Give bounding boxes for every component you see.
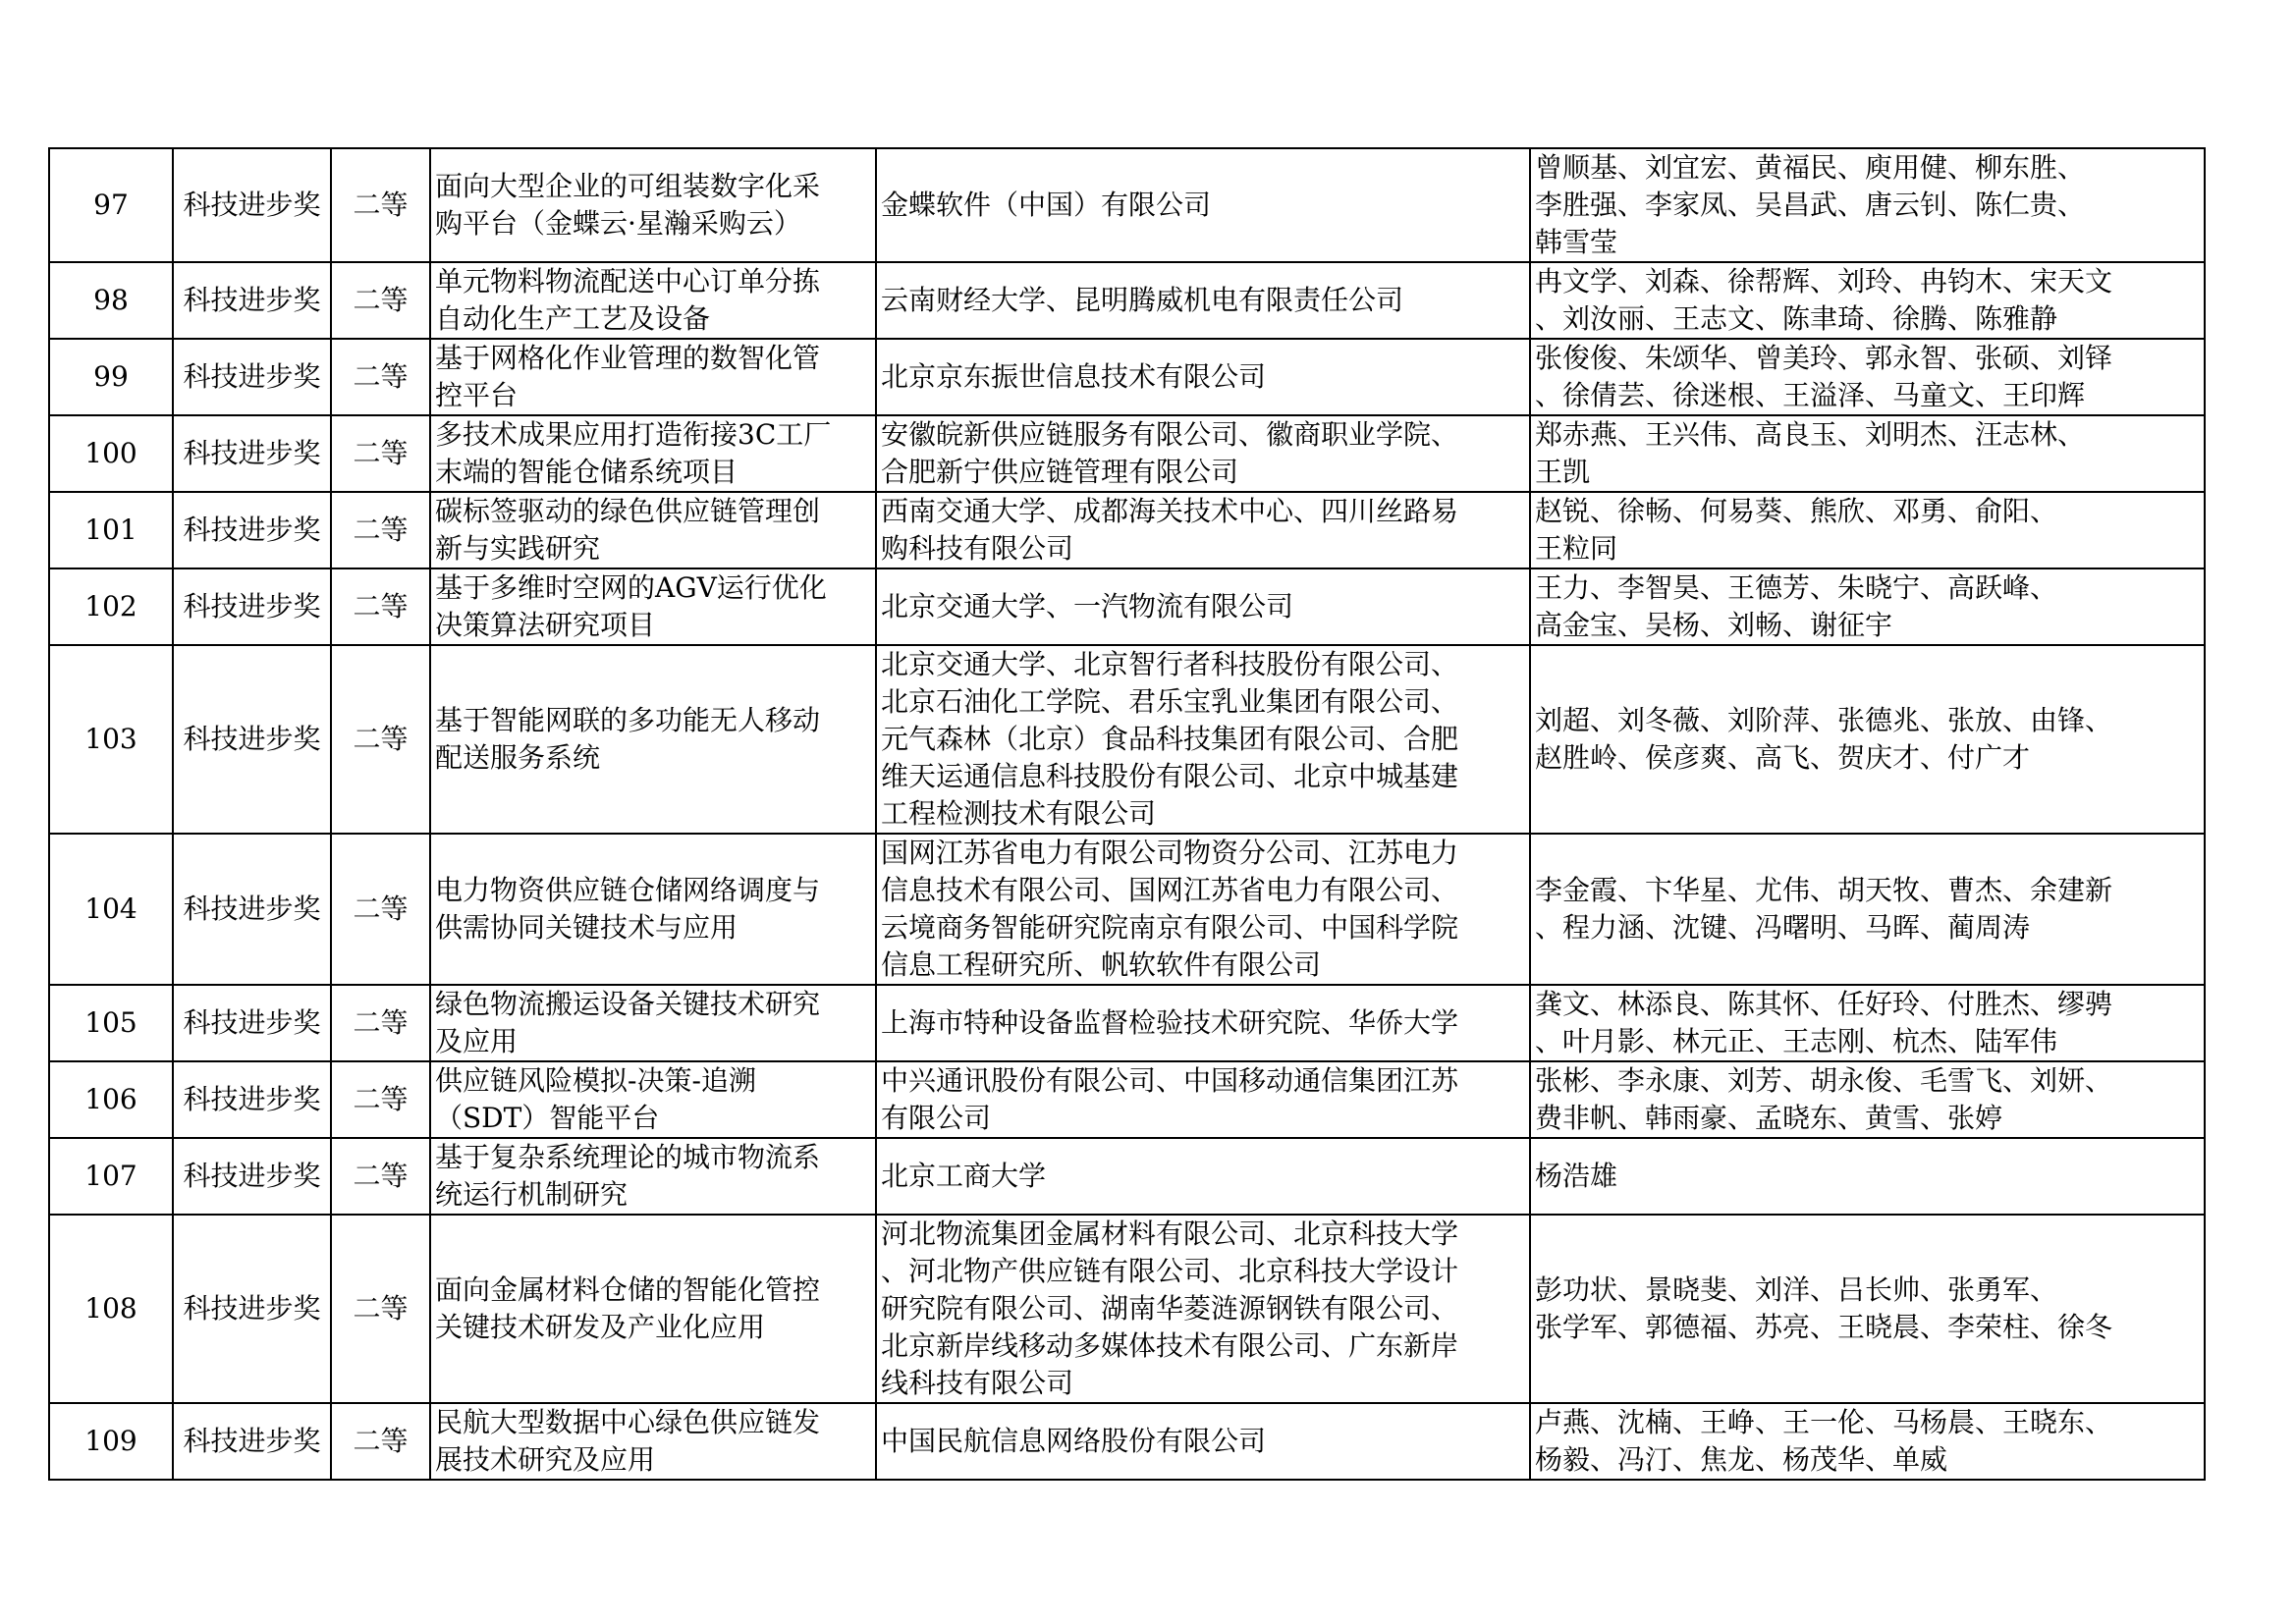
people-line: 冉文学、刘森、徐帮辉、刘玲、冉钧木、宋天文 bbox=[1535, 265, 2113, 298]
completing-people-cell bbox=[1530, 339, 2205, 415]
people-line: 张俊俊、朱颂华、曾美玲、郭永智、张硕、刘铎 bbox=[1535, 342, 2113, 374]
people-line: 赵锐、徐畅、何易葵、熊欣、邓勇、俞阳、 bbox=[1535, 495, 2058, 527]
completing-people-cell bbox=[1530, 492, 2205, 568]
completing-units-cell bbox=[876, 1138, 1530, 1215]
award-level-cell: 二等 bbox=[331, 148, 430, 262]
people-line: 郑赤燕、王兴伟、高良玉、刘明杰、汪志林、 bbox=[1535, 418, 2086, 451]
awards-table-body bbox=[49, 148, 2205, 1480]
award-type-cell: 科技进步奖 bbox=[173, 262, 331, 339]
table-row bbox=[49, 339, 2205, 415]
award-level-cell: 二等 bbox=[331, 1138, 430, 1215]
completing-units-cell bbox=[876, 148, 1530, 262]
unit-line: 北京交通大学、北京智行者科技股份有限公司、 bbox=[881, 648, 1459, 680]
row-number-cell: 97 bbox=[49, 148, 173, 262]
unit-line: 国网江苏省电力有限公司物资分公司、江苏电力 bbox=[881, 837, 1459, 869]
row-number-cell: 103 bbox=[49, 645, 173, 834]
project-line: 末端的智能仓储系统项目 bbox=[435, 456, 738, 488]
project-line: 新与实践研究 bbox=[435, 532, 601, 565]
people-line: 杨浩雄 bbox=[1535, 1160, 1618, 1192]
completing-units-cell bbox=[876, 834, 1530, 985]
people-line: 张学军、郭德福、苏亮、王晓晨、李荣柱、徐冬 bbox=[1535, 1311, 2113, 1343]
unit-line: 信息工程研究所、帆软软件有限公司 bbox=[881, 948, 1322, 981]
people-line: 王力、李智昊、王德芳、朱晓宁、高跃峰、 bbox=[1535, 571, 2058, 604]
table-row bbox=[49, 834, 2205, 985]
project-line: 供应链风险模拟-决策-追溯 bbox=[435, 1064, 756, 1097]
completing-units-cell bbox=[876, 1215, 1530, 1403]
project-line: 及应用 bbox=[435, 1025, 519, 1057]
completing-people-cell bbox=[1530, 834, 2205, 985]
table-row bbox=[49, 568, 2205, 645]
people-line: 王凯 bbox=[1535, 456, 1591, 488]
project-line: 基于复杂系统理论的城市物流系 bbox=[435, 1141, 821, 1173]
people-line: 高金宝、吴杨、刘畅、谢征宇 bbox=[1535, 609, 1893, 641]
project-name-cell bbox=[430, 1215, 876, 1403]
people-line: 曾顺基、刘宜宏、黄福民、庾用健、柳东胜、 bbox=[1535, 151, 2086, 184]
row-number-cell: 100 bbox=[49, 415, 173, 492]
completing-people-cell bbox=[1530, 1061, 2205, 1138]
project-name-cell bbox=[430, 1061, 876, 1138]
project-name-cell bbox=[430, 568, 876, 645]
project-name-cell bbox=[430, 262, 876, 339]
unit-line: 元气森林（北京）食品科技集团有限公司、合肥 bbox=[881, 723, 1459, 755]
project-line: 面向大型企业的可组装数字化采 bbox=[435, 170, 821, 202]
row-number-cell: 106 bbox=[49, 1061, 173, 1138]
unit-line: 中兴通讯股份有限公司、中国移动通信集团江苏 bbox=[881, 1064, 1459, 1097]
project-name-cell bbox=[430, 1138, 876, 1215]
project-line: 供需协同关键技术与应用 bbox=[435, 911, 738, 944]
award-level-cell: 二等 bbox=[331, 262, 430, 339]
row-number-cell: 104 bbox=[49, 834, 173, 985]
project-line: 关键技术研发及产业化应用 bbox=[435, 1311, 766, 1343]
people-line: 张彬、李永康、刘芳、胡永俊、毛雪飞、刘妍、 bbox=[1535, 1064, 2113, 1097]
people-line: 、程力涵、沈键、冯曙明、马晖、蔺周涛 bbox=[1535, 911, 2031, 944]
project-line: 统运行机制研究 bbox=[435, 1178, 629, 1211]
unit-line: 研究院有限公司、湖南华菱涟源钢铁有限公司、 bbox=[881, 1292, 1459, 1325]
award-type-cell: 科技进步奖 bbox=[173, 985, 331, 1061]
completing-people-cell bbox=[1530, 1215, 2205, 1403]
unit-line: 西南交通大学、成都海关技术中心、四川丝路易 bbox=[881, 495, 1459, 527]
project-line: 民航大型数据中心绿色供应链发 bbox=[435, 1406, 821, 1438]
award-level-cell: 二等 bbox=[331, 1061, 430, 1138]
project-line: 控平台 bbox=[435, 379, 519, 411]
completing-units-cell bbox=[876, 1403, 1530, 1480]
completing-units-cell bbox=[876, 1061, 1530, 1138]
completing-units-cell bbox=[876, 645, 1530, 834]
unit-line: 维天运通信息科技股份有限公司、北京中城基建 bbox=[881, 760, 1459, 792]
unit-line: 上海市特种设备监督检验技术研究院、华侨大学 bbox=[881, 1006, 1459, 1039]
people-line: 、徐倩芸、徐迷根、王溢泽、马童文、王印辉 bbox=[1535, 379, 2086, 411]
completing-units-cell bbox=[876, 492, 1530, 568]
completing-people-cell bbox=[1530, 262, 2205, 339]
award-type-cell: 科技进步奖 bbox=[173, 645, 331, 834]
project-name-cell bbox=[430, 1403, 876, 1480]
award-type-cell: 科技进步奖 bbox=[173, 834, 331, 985]
people-line: 卢燕、沈楠、王峥、王一伦、马杨晨、王晓东、 bbox=[1535, 1406, 2113, 1438]
project-line: （SDT）智能平台 bbox=[435, 1102, 660, 1134]
row-number-cell: 101 bbox=[49, 492, 173, 568]
award-level-cell: 二等 bbox=[331, 339, 430, 415]
project-line: 基于网格化作业管理的数智化管 bbox=[435, 342, 821, 374]
unit-line: 云南财经大学、昆明腾威机电有限责任公司 bbox=[881, 284, 1404, 316]
unit-line: 有限公司 bbox=[881, 1102, 992, 1134]
people-line: 龚文、林添良、陈其怀、任好玲、付胜杰、缪骋 bbox=[1535, 988, 2113, 1020]
completing-units-cell bbox=[876, 568, 1530, 645]
unit-line: 北京工商大学 bbox=[881, 1160, 1047, 1192]
award-type-cell: 科技进步奖 bbox=[173, 568, 331, 645]
unit-line: 北京交通大学、一汽物流有限公司 bbox=[881, 590, 1294, 622]
project-line: 多技术成果应用打造衔接3C工厂 bbox=[435, 418, 832, 451]
completing-people-cell bbox=[1530, 645, 2205, 834]
completing-units-cell bbox=[876, 415, 1530, 492]
unit-line: 北京新岸线移动多媒体技术有限公司、广东新岸 bbox=[881, 1329, 1459, 1362]
award-type-cell: 科技进步奖 bbox=[173, 1061, 331, 1138]
project-line: 单元物料物流配送中心订单分拣 bbox=[435, 265, 821, 298]
people-line: 李胜强、李家凤、吴昌武、唐云钊、陈仁贵、 bbox=[1535, 189, 2086, 221]
award-level-cell: 二等 bbox=[331, 1215, 430, 1403]
people-line: 、叶月影、林元正、王志刚、杭杰、陆军伟 bbox=[1535, 1025, 2058, 1057]
project-line: 面向金属材料仓储的智能化管控 bbox=[435, 1273, 821, 1306]
project-line: 碳标签驱动的绿色供应链管理创 bbox=[435, 495, 821, 527]
table-row bbox=[49, 148, 2205, 262]
unit-line: 购科技有限公司 bbox=[881, 532, 1074, 565]
project-name-cell bbox=[430, 415, 876, 492]
project-line: 基于智能网联的多功能无人移动 bbox=[435, 704, 821, 736]
completing-people-cell bbox=[1530, 985, 2205, 1061]
project-name-cell bbox=[430, 645, 876, 834]
completing-units-cell bbox=[876, 985, 1530, 1061]
unit-line: 工程检测技术有限公司 bbox=[881, 797, 1157, 830]
table-row bbox=[49, 492, 2205, 568]
unit-line: 信息技术有限公司、国网江苏省电力有限公司、 bbox=[881, 874, 1459, 906]
row-number-cell: 98 bbox=[49, 262, 173, 339]
table-row bbox=[49, 1215, 2205, 1403]
award-type-cell: 科技进步奖 bbox=[173, 1403, 331, 1480]
award-type-cell: 科技进步奖 bbox=[173, 339, 331, 415]
award-level-cell: 二等 bbox=[331, 985, 430, 1061]
award-level-cell: 二等 bbox=[331, 834, 430, 985]
award-type-cell: 科技进步奖 bbox=[173, 1138, 331, 1215]
table-row bbox=[49, 645, 2205, 834]
row-number-cell: 107 bbox=[49, 1138, 173, 1215]
award-level-cell: 二等 bbox=[331, 568, 430, 645]
row-number-cell: 108 bbox=[49, 1215, 173, 1403]
unit-line: 河北物流集团金属材料有限公司、北京科技大学 bbox=[881, 1217, 1459, 1250]
table-row bbox=[49, 1403, 2205, 1480]
people-line: 赵胜岭、侯彦爽、高飞、贺庆才、付广才 bbox=[1535, 741, 2031, 774]
project-name-cell bbox=[430, 492, 876, 568]
award-level-cell: 二等 bbox=[331, 415, 430, 492]
people-line: 王粒同 bbox=[1535, 532, 1618, 565]
table-row bbox=[49, 985, 2205, 1061]
unit-line: 、河北物产供应链有限公司、北京科技大学设计 bbox=[881, 1255, 1459, 1287]
table-row bbox=[49, 1061, 2205, 1138]
unit-line: 云境商务智能研究院南京有限公司、中国科学院 bbox=[881, 911, 1459, 944]
row-number-cell: 109 bbox=[49, 1403, 173, 1480]
unit-line: 金蝶软件（中国）有限公司 bbox=[881, 189, 1212, 221]
table-row bbox=[49, 1138, 2205, 1215]
award-type-cell: 科技进步奖 bbox=[173, 492, 331, 568]
unit-line: 北京石油化工学院、君乐宝乳业集团有限公司、 bbox=[881, 685, 1459, 718]
project-name-cell bbox=[430, 985, 876, 1061]
project-name-cell bbox=[430, 339, 876, 415]
table-row bbox=[49, 415, 2205, 492]
project-line: 展技术研究及应用 bbox=[435, 1443, 656, 1476]
row-number-cell: 99 bbox=[49, 339, 173, 415]
project-line: 配送服务系统 bbox=[435, 741, 601, 774]
unit-line: 中国民航信息网络股份有限公司 bbox=[881, 1425, 1267, 1457]
people-line: 韩雪莹 bbox=[1535, 226, 1618, 258]
completing-people-cell bbox=[1530, 568, 2205, 645]
project-name-cell bbox=[430, 834, 876, 985]
award-type-cell: 科技进步奖 bbox=[173, 148, 331, 262]
project-line: 决策算法研究项目 bbox=[435, 609, 656, 641]
project-line: 购平台（金蝶云·星瀚采购云） bbox=[435, 207, 801, 240]
completing-units-cell bbox=[876, 262, 1530, 339]
project-name-cell bbox=[430, 148, 876, 262]
people-line: 费非帆、韩雨豪、孟晓东、黄雪、张婷 bbox=[1535, 1102, 2003, 1134]
row-number-cell: 105 bbox=[49, 985, 173, 1061]
table-row bbox=[49, 262, 2205, 339]
project-line: 绿色物流搬运设备关键技术研究 bbox=[435, 988, 821, 1020]
award-level-cell: 二等 bbox=[331, 1403, 430, 1480]
unit-line: 线科技有限公司 bbox=[881, 1367, 1074, 1399]
award-level-cell: 二等 bbox=[331, 645, 430, 834]
completing-people-cell bbox=[1530, 1138, 2205, 1215]
award-type-cell: 科技进步奖 bbox=[173, 415, 331, 492]
project-line: 基于多维时空网的AGV运行优化 bbox=[435, 571, 827, 604]
people-line: 刘超、刘冬薇、刘阶萍、张德兆、张放、由锋、 bbox=[1535, 704, 2113, 736]
award-type-cell: 科技进步奖 bbox=[173, 1215, 331, 1403]
completing-units-cell bbox=[876, 339, 1530, 415]
row-number-cell: 102 bbox=[49, 568, 173, 645]
award-level-cell: 二等 bbox=[331, 492, 430, 568]
unit-line: 北京京东振世信息技术有限公司 bbox=[881, 360, 1267, 393]
people-line: 、刘汝丽、王志文、陈聿琦、徐腾、陈雅静 bbox=[1535, 302, 2058, 335]
completing-people-cell bbox=[1530, 415, 2205, 492]
completing-people-cell bbox=[1530, 1403, 2205, 1480]
unit-line: 合肥新宁供应链管理有限公司 bbox=[881, 456, 1239, 488]
people-line: 彭功状、景晓斐、刘洋、吕长帅、张勇军、 bbox=[1535, 1273, 2058, 1306]
awards-table bbox=[48, 147, 2206, 1481]
unit-line: 安徽皖新供应链服务有限公司、徽商职业学院、 bbox=[881, 418, 1459, 451]
project-line: 自动化生产工艺及设备 bbox=[435, 302, 711, 335]
project-line: 电力物资供应链仓储网络调度与 bbox=[435, 874, 821, 906]
completing-people-cell bbox=[1530, 148, 2205, 262]
people-line: 杨毅、冯汀、焦龙、杨茂华、单威 bbox=[1535, 1443, 1948, 1476]
people-line: 李金霞、卞华星、尤伟、胡天牧、曹杰、余建新 bbox=[1535, 874, 2113, 906]
